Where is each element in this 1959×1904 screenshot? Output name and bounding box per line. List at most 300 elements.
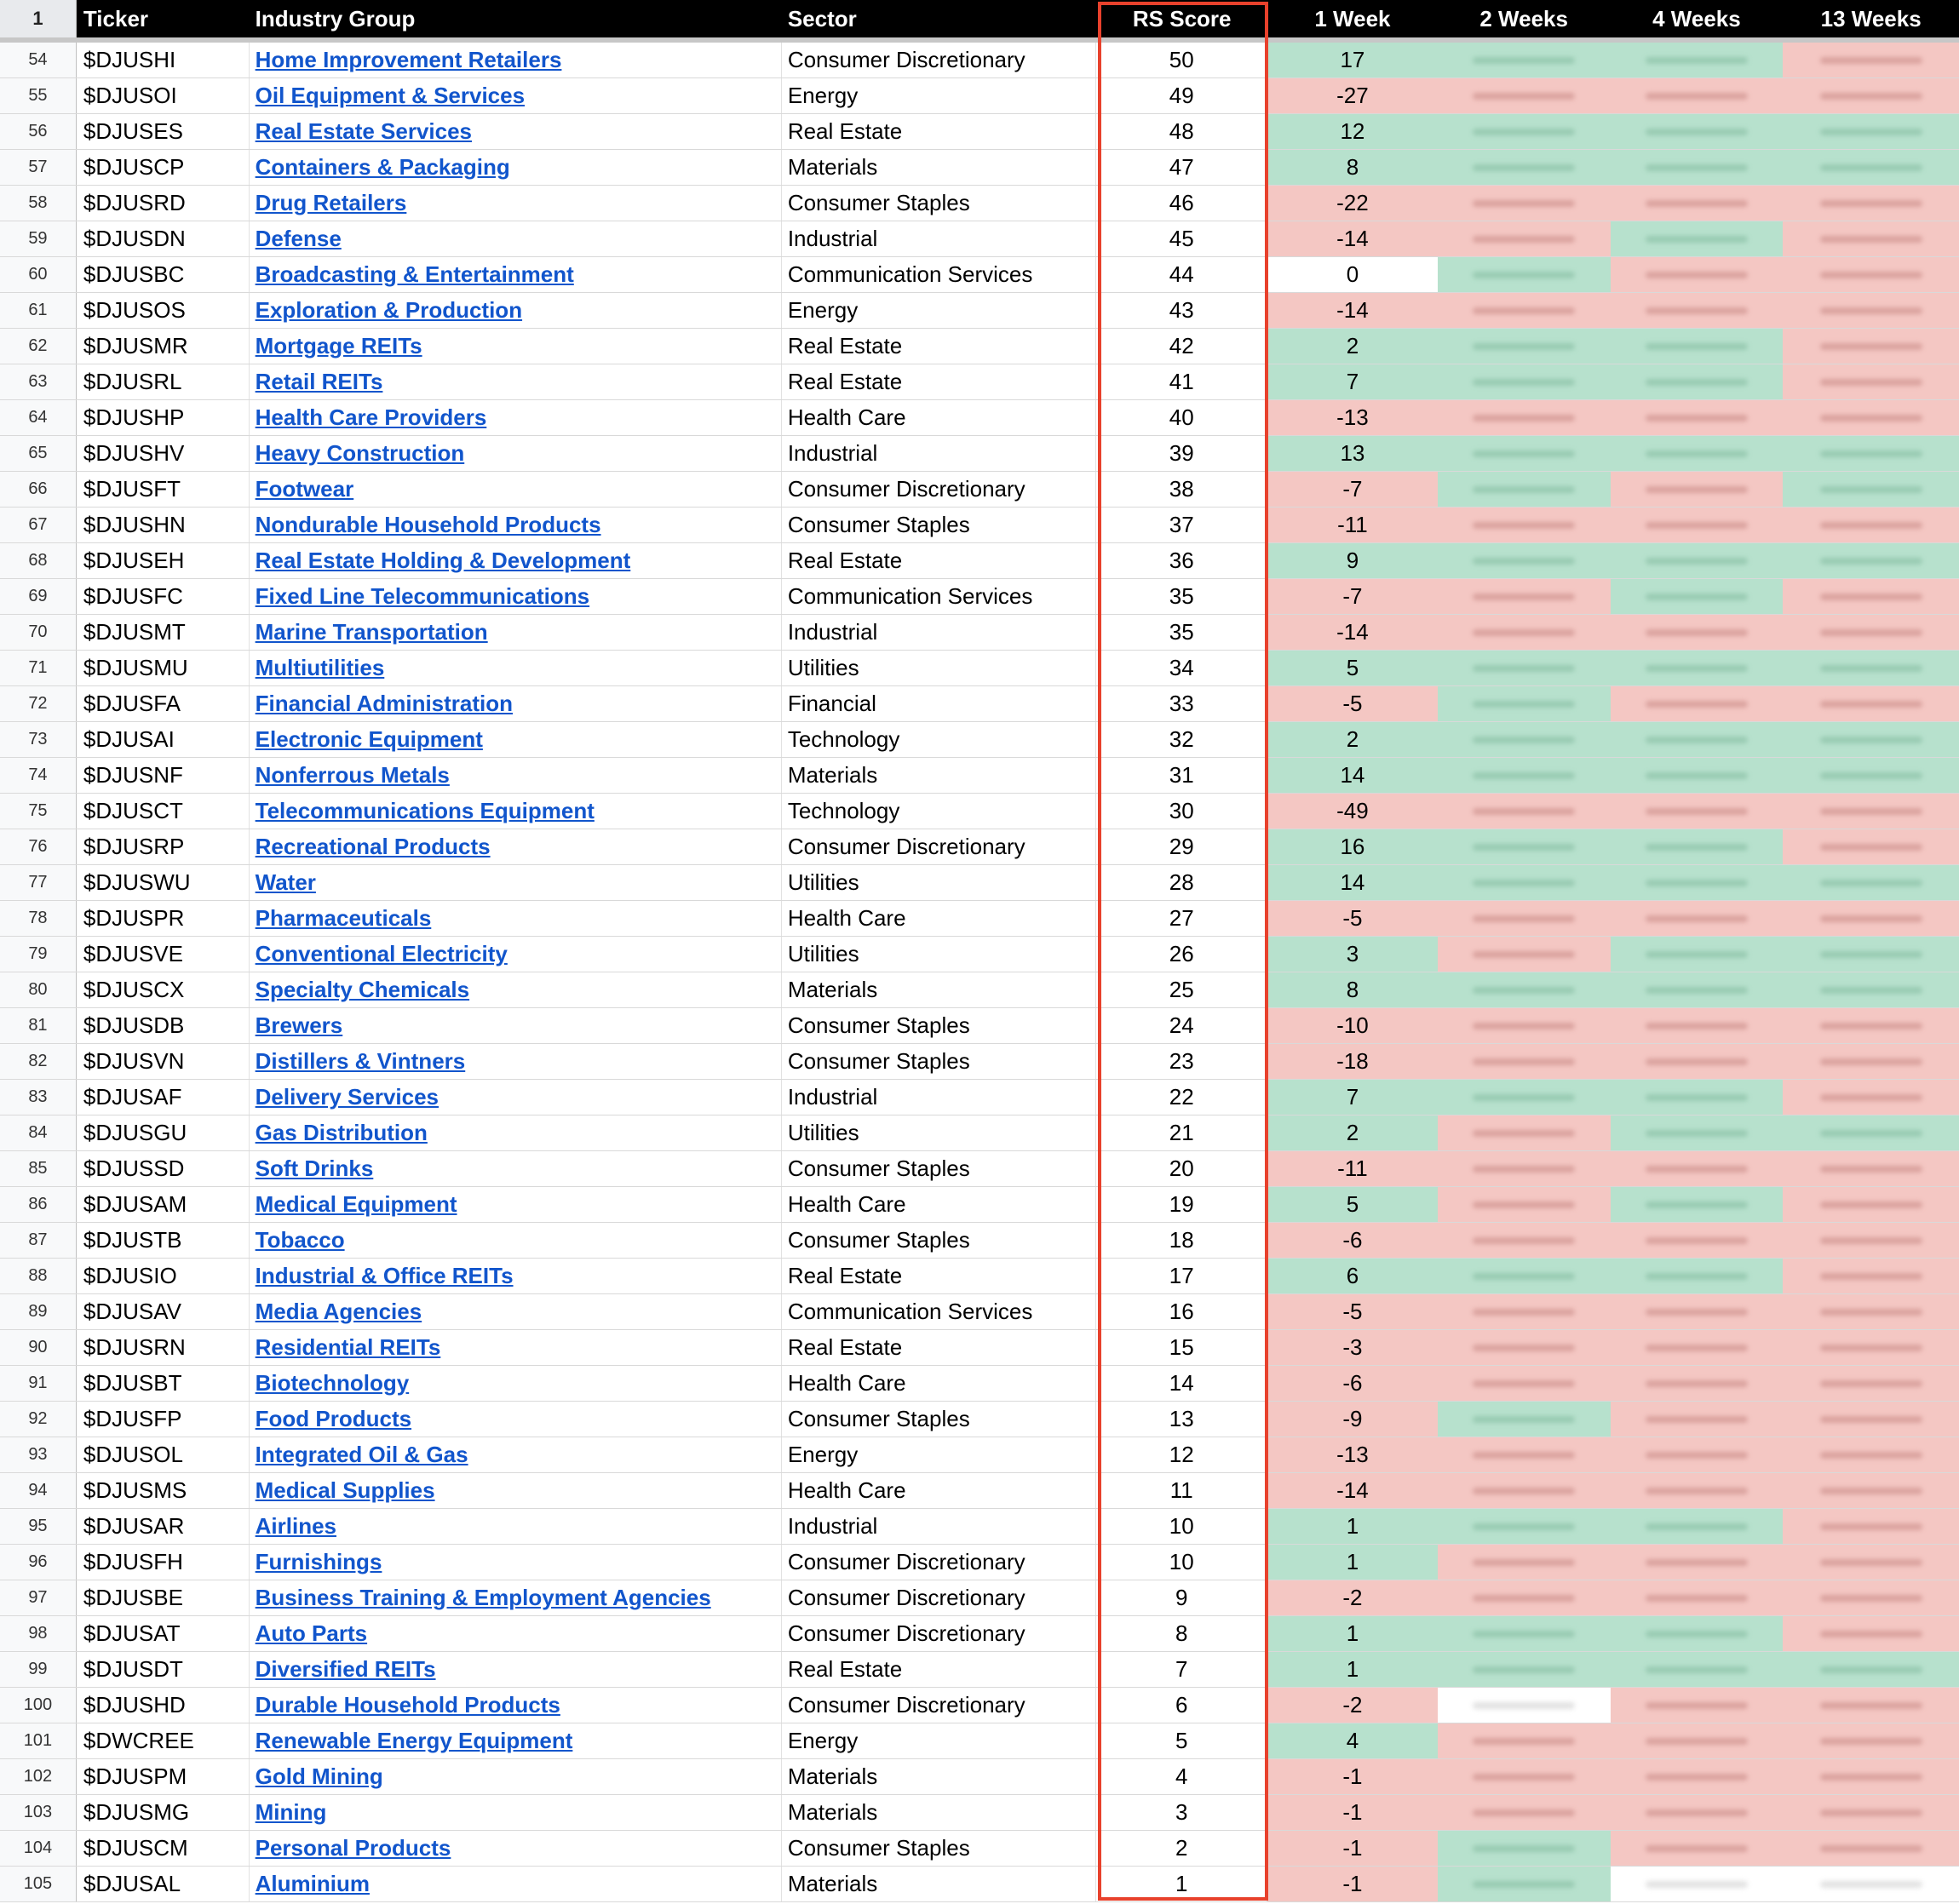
rs-score-cell[interactable]: 39 (1096, 436, 1267, 471)
sector-cell[interactable]: Consumer Discretionary (782, 1545, 1097, 1580)
rs-score-cell[interactable]: 2 (1096, 1831, 1267, 1866)
industry-group-link[interactable]: Water (255, 869, 316, 895)
row-number[interactable]: 71 (0, 651, 77, 685)
row-number[interactable]: 82 (0, 1044, 77, 1079)
row-number[interactable]: 85 (0, 1151, 77, 1186)
industry-group-link[interactable]: Renewable Energy Equipment (255, 1728, 573, 1753)
row-number-header[interactable]: 1 (0, 0, 77, 37)
sector-cell[interactable]: Communication Services (782, 1294, 1097, 1329)
ticker-cell[interactable]: $DJUSRD (77, 186, 250, 221)
row-number[interactable]: 98 (0, 1616, 77, 1651)
week13-change-cell[interactable] (1783, 972, 1959, 1007)
week2-change-cell[interactable] (1438, 865, 1611, 900)
week1-change-cell[interactable]: -9 (1267, 1402, 1438, 1437)
row-number[interactable]: 79 (0, 937, 77, 972)
week4-change-cell[interactable] (1611, 1759, 1784, 1794)
row-number[interactable]: 77 (0, 865, 77, 900)
row-number[interactable]: 103 (0, 1795, 77, 1830)
week13-change-cell[interactable] (1783, 1080, 1959, 1115)
ticker-cell[interactable]: $DJUSSD (77, 1151, 250, 1186)
industry-group-cell[interactable] (250, 293, 782, 328)
sector-cell[interactable]: Consumer Discretionary (782, 472, 1097, 507)
industry-group-link[interactable]: Home Improvement Retailers (255, 47, 562, 72)
row-number[interactable]: 74 (0, 758, 77, 793)
week13-change-cell[interactable] (1783, 508, 1959, 542)
industry-group-link[interactable]: Furnishings (255, 1549, 382, 1574)
industry-group-cell[interactable] (250, 865, 782, 900)
week13-change-cell[interactable] (1783, 364, 1959, 399)
ticker-cell[interactable]: $DJUSMG (77, 1795, 250, 1830)
industry-group-link[interactable]: Real Estate Services (255, 118, 473, 144)
column-header-ticker[interactable]: Ticker (83, 5, 149, 32)
rs-score-cell[interactable]: 32 (1096, 722, 1267, 757)
week1-change-cell[interactable]: 13 (1267, 436, 1438, 471)
industry-group-cell[interactable] (250, 472, 782, 507)
week13-change-cell[interactable] (1783, 1473, 1959, 1508)
industry-group-cell[interactable] (250, 1867, 782, 1901)
week13-change-cell[interactable] (1783, 1151, 1959, 1186)
sector-cell[interactable]: Utilities (782, 1115, 1097, 1150)
week1-change-cell[interactable]: 17 (1267, 43, 1438, 77)
ticker-cell[interactable]: $DJUSAI (77, 722, 250, 757)
week4-change-cell[interactable] (1611, 1008, 1784, 1043)
industry-group-cell[interactable] (250, 901, 782, 936)
week13-change-cell[interactable] (1783, 901, 1959, 936)
row-number[interactable]: 89 (0, 1294, 77, 1329)
week4-change-cell[interactable] (1611, 1044, 1784, 1079)
industry-group-link[interactable]: Nondurable Household Products (255, 512, 601, 537)
industry-group-link[interactable]: Marine Transportation (255, 619, 488, 645)
industry-group-cell[interactable] (250, 1616, 782, 1651)
week2-change-cell[interactable] (1438, 436, 1611, 471)
ticker-cell[interactable]: $DJUSCP (77, 150, 250, 185)
rs-score-cell[interactable]: 50 (1096, 43, 1267, 77)
week13-change-cell[interactable] (1783, 1366, 1959, 1401)
industry-group-link[interactable]: Broadcasting & Entertainment (255, 261, 574, 287)
week2-change-cell[interactable] (1438, 1509, 1611, 1544)
week1-change-cell[interactable]: -14 (1267, 1473, 1438, 1508)
rs-score-cell[interactable]: 10 (1096, 1545, 1267, 1580)
rs-score-cell[interactable]: 29 (1096, 829, 1267, 864)
industry-group-link[interactable]: Drug Retailers (255, 190, 407, 215)
sector-cell[interactable]: Communication Services (782, 257, 1097, 292)
week2-change-cell[interactable] (1438, 1223, 1611, 1258)
industry-group-link[interactable]: Retail REITs (255, 369, 383, 394)
week4-change-cell[interactable] (1611, 1223, 1784, 1258)
industry-group-link[interactable]: Soft Drinks (255, 1156, 374, 1181)
week2-change-cell[interactable] (1438, 1294, 1611, 1329)
industry-group-cell[interactable] (250, 686, 782, 721)
industry-group-cell[interactable] (250, 364, 782, 399)
week1-change-cell[interactable]: -13 (1267, 1437, 1438, 1472)
ticker-cell[interactable]: $DJUSDN (77, 221, 250, 256)
rs-score-cell[interactable]: 34 (1096, 651, 1267, 685)
sector-cell[interactable]: Real Estate (782, 543, 1097, 578)
ticker-cell[interactable]: $DJUSES (77, 114, 250, 149)
rs-score-cell[interactable]: 18 (1096, 1223, 1267, 1258)
week2-change-cell[interactable] (1438, 1759, 1611, 1794)
week1-change-cell[interactable]: -6 (1267, 1366, 1438, 1401)
ticker-cell[interactable]: $DJUSFC (77, 579, 250, 614)
sector-cell[interactable]: Health Care (782, 901, 1097, 936)
week2-change-cell[interactable] (1438, 686, 1611, 721)
rs-score-cell[interactable]: 36 (1096, 543, 1267, 578)
industry-group-link[interactable]: Personal Products (255, 1835, 451, 1861)
industry-group-link[interactable]: Exploration & Production (255, 297, 523, 323)
rs-score-cell[interactable]: 14 (1096, 1366, 1267, 1401)
rs-score-cell[interactable]: 7 (1096, 1652, 1267, 1687)
industry-group-cell[interactable] (250, 1545, 782, 1580)
week4-change-cell[interactable] (1611, 1473, 1784, 1508)
week4-change-cell[interactable] (1611, 1437, 1784, 1472)
ticker-cell[interactable]: $DJUSEH (77, 543, 250, 578)
week1-change-cell[interactable]: -49 (1267, 794, 1438, 829)
week2-change-cell[interactable] (1438, 150, 1611, 185)
week13-change-cell[interactable] (1783, 436, 1959, 471)
row-number[interactable]: 87 (0, 1223, 77, 1258)
week1-change-cell[interactable]: -14 (1267, 615, 1438, 650)
sector-cell[interactable]: Materials (782, 1795, 1097, 1830)
ticker-cell[interactable]: $DJUSCM (77, 1831, 250, 1866)
week2-change-cell[interactable] (1438, 186, 1611, 221)
sector-cell[interactable]: Technology (782, 722, 1097, 757)
week2-change-cell[interactable] (1438, 114, 1611, 149)
week2-change-cell[interactable] (1438, 1080, 1611, 1115)
ticker-cell[interactable]: $DJUSRL (77, 364, 250, 399)
industry-group-cell[interactable] (250, 43, 782, 77)
sector-cell[interactable]: Industrial (782, 221, 1097, 256)
week4-change-cell[interactable] (1611, 686, 1784, 721)
industry-group-link[interactable]: Conventional Electricity (255, 941, 508, 966)
week13-change-cell[interactable] (1783, 329, 1959, 364)
industry-group-cell[interactable] (250, 78, 782, 113)
sector-cell[interactable]: Energy (782, 293, 1097, 328)
week1-change-cell[interactable]: -1 (1267, 1867, 1438, 1901)
industry-group-link[interactable]: Defense (255, 226, 342, 251)
week1-change-cell[interactable]: 0 (1267, 257, 1438, 292)
week4-change-cell[interactable] (1611, 1580, 1784, 1615)
industry-group-link[interactable]: Specialty Chemicals (255, 977, 470, 1002)
week2-change-cell[interactable] (1438, 400, 1611, 435)
industry-group-link[interactable]: Integrated Oil & Gas (255, 1442, 468, 1467)
row-number[interactable]: 61 (0, 293, 77, 328)
row-number[interactable]: 95 (0, 1509, 77, 1544)
industry-group-cell[interactable] (250, 1723, 782, 1758)
sector-cell[interactable]: Health Care (782, 1473, 1097, 1508)
week13-change-cell[interactable] (1783, 186, 1959, 221)
week2-change-cell[interactable] (1438, 508, 1611, 542)
week13-change-cell[interactable] (1783, 293, 1959, 328)
week1-change-cell[interactable]: 9 (1267, 543, 1438, 578)
industry-group-cell[interactable] (250, 1259, 782, 1293)
week4-change-cell[interactable] (1611, 1402, 1784, 1437)
sector-cell[interactable]: Consumer Staples (782, 1831, 1097, 1866)
industry-group-link[interactable]: Recreational Products (255, 834, 491, 859)
row-number[interactable]: 80 (0, 972, 77, 1007)
sector-cell[interactable]: Energy (782, 1723, 1097, 1758)
week4-change-cell[interactable] (1611, 758, 1784, 793)
week13-change-cell[interactable] (1783, 1580, 1959, 1615)
ticker-cell[interactable]: $DJUSHV (77, 436, 250, 471)
industry-group-link[interactable]: Gold Mining (255, 1763, 383, 1789)
week1-change-cell[interactable]: -13 (1267, 400, 1438, 435)
industry-group-cell[interactable] (250, 1187, 782, 1222)
week4-change-cell[interactable] (1611, 543, 1784, 578)
ticker-cell[interactable]: $DWCREE (77, 1723, 250, 1758)
ticker-cell[interactable]: $DJUSOL (77, 1437, 250, 1472)
week1-change-cell[interactable]: -7 (1267, 472, 1438, 507)
sector-cell[interactable]: Energy (782, 1437, 1097, 1472)
week2-change-cell[interactable] (1438, 901, 1611, 936)
ticker-cell[interactable]: $DJUSFH (77, 1545, 250, 1580)
rs-score-cell[interactable]: 38 (1096, 472, 1267, 507)
row-number[interactable]: 84 (0, 1115, 77, 1150)
week13-change-cell[interactable] (1783, 1044, 1959, 1079)
industry-group-link[interactable]: Electronic Equipment (255, 726, 483, 752)
week2-change-cell[interactable] (1438, 364, 1611, 399)
week1-change-cell[interactable]: -14 (1267, 293, 1438, 328)
industry-group-cell[interactable] (250, 1080, 782, 1115)
week4-change-cell[interactable] (1611, 186, 1784, 221)
ticker-cell[interactable]: $DJUSAF (77, 1080, 250, 1115)
row-number[interactable]: 97 (0, 1580, 77, 1615)
week2-change-cell[interactable] (1438, 579, 1611, 614)
industry-group-cell[interactable] (250, 114, 782, 149)
week2-change-cell[interactable] (1438, 329, 1611, 364)
sector-cell[interactable]: Consumer Discretionary (782, 1688, 1097, 1723)
rs-score-cell[interactable]: 45 (1096, 221, 1267, 256)
week4-change-cell[interactable] (1611, 865, 1784, 900)
week2-change-cell[interactable] (1438, 794, 1611, 829)
industry-group-cell[interactable] (250, 1330, 782, 1365)
industry-group-cell[interactable] (250, 615, 782, 650)
week1-change-cell[interactable]: -1 (1267, 1759, 1438, 1794)
sector-cell[interactable]: Communication Services (782, 579, 1097, 614)
week13-change-cell[interactable] (1783, 221, 1959, 256)
week1-change-cell[interactable]: 12 (1267, 114, 1438, 149)
industry-group-cell[interactable] (250, 1795, 782, 1830)
row-number[interactable]: 96 (0, 1545, 77, 1580)
week2-change-cell[interactable] (1438, 615, 1611, 650)
sector-cell[interactable]: Consumer Staples (782, 1402, 1097, 1437)
week1-change-cell[interactable]: 1 (1267, 1652, 1438, 1687)
row-number[interactable]: 88 (0, 1259, 77, 1293)
industry-group-cell[interactable] (250, 1688, 782, 1723)
row-number[interactable]: 76 (0, 829, 77, 864)
week4-change-cell[interactable] (1611, 1723, 1784, 1758)
industry-group-link[interactable]: Durable Household Products (255, 1692, 560, 1718)
week13-change-cell[interactable] (1783, 1831, 1959, 1866)
week4-change-cell[interactable] (1611, 400, 1784, 435)
industry-group-cell[interactable] (250, 1115, 782, 1150)
week4-change-cell[interactable] (1611, 508, 1784, 542)
rs-score-cell[interactable]: 30 (1096, 794, 1267, 829)
row-number[interactable]: 92 (0, 1402, 77, 1437)
week2-change-cell[interactable] (1438, 1616, 1611, 1651)
industry-group-link[interactable]: Diversified REITs (255, 1656, 436, 1682)
week1-change-cell[interactable]: -18 (1267, 1044, 1438, 1079)
row-number[interactable]: 90 (0, 1330, 77, 1365)
week4-change-cell[interactable] (1611, 901, 1784, 936)
week2-change-cell[interactable] (1438, 1044, 1611, 1079)
industry-group-cell[interactable] (250, 186, 782, 221)
week1-change-cell[interactable]: 2 (1267, 722, 1438, 757)
week2-change-cell[interactable] (1438, 1688, 1611, 1723)
week2-change-cell[interactable] (1438, 651, 1611, 685)
week4-change-cell[interactable] (1611, 364, 1784, 399)
week4-change-cell[interactable] (1611, 722, 1784, 757)
week13-change-cell[interactable] (1783, 1223, 1959, 1258)
week4-change-cell[interactable] (1611, 257, 1784, 292)
rs-score-cell[interactable]: 41 (1096, 364, 1267, 399)
industry-group-cell[interactable] (250, 1509, 782, 1544)
industry-group-cell[interactable] (250, 1759, 782, 1794)
sector-cell[interactable]: Industrial (782, 1509, 1097, 1544)
sector-cell[interactable]: Health Care (782, 1187, 1097, 1222)
row-number[interactable]: 72 (0, 686, 77, 721)
sector-cell[interactable]: Consumer Discretionary (782, 1580, 1097, 1615)
industry-group-link[interactable]: Heavy Construction (255, 440, 465, 466)
ticker-cell[interactable]: $DJUSOS (77, 293, 250, 328)
industry-group-link[interactable]: Delivery Services (255, 1084, 439, 1110)
week2-change-cell[interactable] (1438, 829, 1611, 864)
week2-change-cell[interactable] (1438, 472, 1611, 507)
column-header-2-weeks[interactable]: 2 Weeks (1479, 5, 1568, 32)
week1-change-cell[interactable]: 16 (1267, 829, 1438, 864)
sector-cell[interactable]: Consumer Staples (782, 1008, 1097, 1043)
sector-cell[interactable]: Materials (782, 1759, 1097, 1794)
industry-group-link[interactable]: Financial Administration (255, 691, 514, 716)
row-number[interactable]: 57 (0, 150, 77, 185)
sector-cell[interactable]: Real Estate (782, 364, 1097, 399)
column-header-13-weeks[interactable]: 13 Weeks (1820, 5, 1922, 32)
rs-score-cell[interactable]: 31 (1096, 758, 1267, 793)
rs-score-cell[interactable]: 20 (1096, 1151, 1267, 1186)
week1-change-cell[interactable]: -6 (1267, 1223, 1438, 1258)
industry-group-link[interactable]: Food Products (255, 1406, 412, 1431)
industry-group-cell[interactable] (250, 1473, 782, 1508)
week1-change-cell[interactable]: -5 (1267, 686, 1438, 721)
row-number[interactable]: 58 (0, 186, 77, 221)
week4-change-cell[interactable] (1611, 43, 1784, 77)
rs-score-cell[interactable]: 43 (1096, 293, 1267, 328)
industry-group-cell[interactable] (250, 1366, 782, 1401)
sector-cell[interactable]: Consumer Staples (782, 508, 1097, 542)
industry-group-cell[interactable] (250, 1437, 782, 1472)
row-number[interactable]: 105 (0, 1867, 77, 1901)
week2-change-cell[interactable] (1438, 1831, 1611, 1866)
week13-change-cell[interactable] (1783, 1723, 1959, 1758)
sector-cell[interactable]: Industrial (782, 436, 1097, 471)
rs-score-cell[interactable]: 46 (1096, 186, 1267, 221)
sector-cell[interactable]: Utilities (782, 937, 1097, 972)
rs-score-cell[interactable]: 28 (1096, 865, 1267, 900)
week2-change-cell[interactable] (1438, 543, 1611, 578)
rs-score-cell[interactable]: 48 (1096, 114, 1267, 149)
week2-change-cell[interactable] (1438, 221, 1611, 256)
week2-change-cell[interactable] (1438, 1259, 1611, 1293)
column-header-sector[interactable]: Sector (787, 5, 857, 32)
week13-change-cell[interactable] (1783, 114, 1959, 149)
rs-score-cell[interactable]: 35 (1096, 615, 1267, 650)
rs-score-cell[interactable]: 26 (1096, 937, 1267, 972)
industry-group-link[interactable]: Aluminium (255, 1871, 370, 1896)
sector-cell[interactable]: Materials (782, 150, 1097, 185)
rs-score-cell[interactable]: 16 (1096, 1294, 1267, 1329)
week1-change-cell[interactable]: -2 (1267, 1688, 1438, 1723)
rs-score-cell[interactable]: 5 (1096, 1723, 1267, 1758)
week4-change-cell[interactable] (1611, 436, 1784, 471)
industry-group-link[interactable]: Containers & Packaging (255, 154, 510, 180)
week1-change-cell[interactable]: 14 (1267, 758, 1438, 793)
week1-change-cell[interactable]: 5 (1267, 651, 1438, 685)
rs-score-cell[interactable]: 9 (1096, 1580, 1267, 1615)
week2-change-cell[interactable] (1438, 43, 1611, 77)
week4-change-cell[interactable] (1611, 1545, 1784, 1580)
week13-change-cell[interactable] (1783, 1616, 1959, 1651)
ticker-cell[interactable]: $DJUSPM (77, 1759, 250, 1794)
week2-change-cell[interactable] (1438, 293, 1611, 328)
industry-group-link[interactable]: Footwear (255, 476, 354, 502)
week13-change-cell[interactable] (1783, 1294, 1959, 1329)
rs-score-cell[interactable]: 4 (1096, 1759, 1267, 1794)
sector-cell[interactable]: Industrial (782, 615, 1097, 650)
row-number[interactable]: 60 (0, 257, 77, 292)
week1-change-cell[interactable]: 8 (1267, 972, 1438, 1007)
week4-change-cell[interactable] (1611, 1151, 1784, 1186)
industry-group-link[interactable]: Nonferrous Metals (255, 762, 450, 788)
week2-change-cell[interactable] (1438, 257, 1611, 292)
row-number[interactable]: 83 (0, 1080, 77, 1115)
sector-cell[interactable]: Real Estate (782, 114, 1097, 149)
week4-change-cell[interactable] (1611, 1366, 1784, 1401)
ticker-cell[interactable]: $DJUSMT (77, 615, 250, 650)
week2-change-cell[interactable] (1438, 1008, 1611, 1043)
row-number[interactable]: 66 (0, 472, 77, 507)
rs-score-cell[interactable]: 11 (1096, 1473, 1267, 1508)
industry-group-link[interactable]: Pharmaceuticals (255, 905, 432, 931)
ticker-cell[interactable]: $DJUSMU (77, 651, 250, 685)
row-number[interactable]: 69 (0, 579, 77, 614)
ticker-cell[interactable]: $DJUSFP (77, 1402, 250, 1437)
industry-group-link[interactable]: Media Agencies (255, 1299, 422, 1324)
week4-change-cell[interactable] (1611, 1294, 1784, 1329)
row-number[interactable]: 56 (0, 114, 77, 149)
week4-change-cell[interactable] (1611, 1795, 1784, 1830)
week1-change-cell[interactable]: 3 (1267, 937, 1438, 972)
week4-change-cell[interactable] (1611, 329, 1784, 364)
industry-group-cell[interactable] (250, 508, 782, 542)
ticker-cell[interactable]: $DJUSMS (77, 1473, 250, 1508)
week13-change-cell[interactable] (1783, 400, 1959, 435)
week1-change-cell[interactable]: -1 (1267, 1795, 1438, 1830)
week2-change-cell[interactable] (1438, 1545, 1611, 1580)
sector-cell[interactable]: Utilities (782, 651, 1097, 685)
industry-group-link[interactable]: Industrial & Office REITs (255, 1263, 514, 1288)
sector-cell[interactable]: Real Estate (782, 1259, 1097, 1293)
row-number[interactable]: 68 (0, 543, 77, 578)
week2-change-cell[interactable] (1438, 1652, 1611, 1687)
week13-change-cell[interactable] (1783, 43, 1959, 77)
week13-change-cell[interactable] (1783, 1652, 1959, 1687)
week4-change-cell[interactable] (1611, 1652, 1784, 1687)
week2-change-cell[interactable] (1438, 1402, 1611, 1437)
week4-change-cell[interactable] (1611, 615, 1784, 650)
rs-score-cell[interactable]: 40 (1096, 400, 1267, 435)
week13-change-cell[interactable] (1783, 1330, 1959, 1365)
week4-change-cell[interactable] (1611, 472, 1784, 507)
sector-cell[interactable]: Energy (782, 78, 1097, 113)
